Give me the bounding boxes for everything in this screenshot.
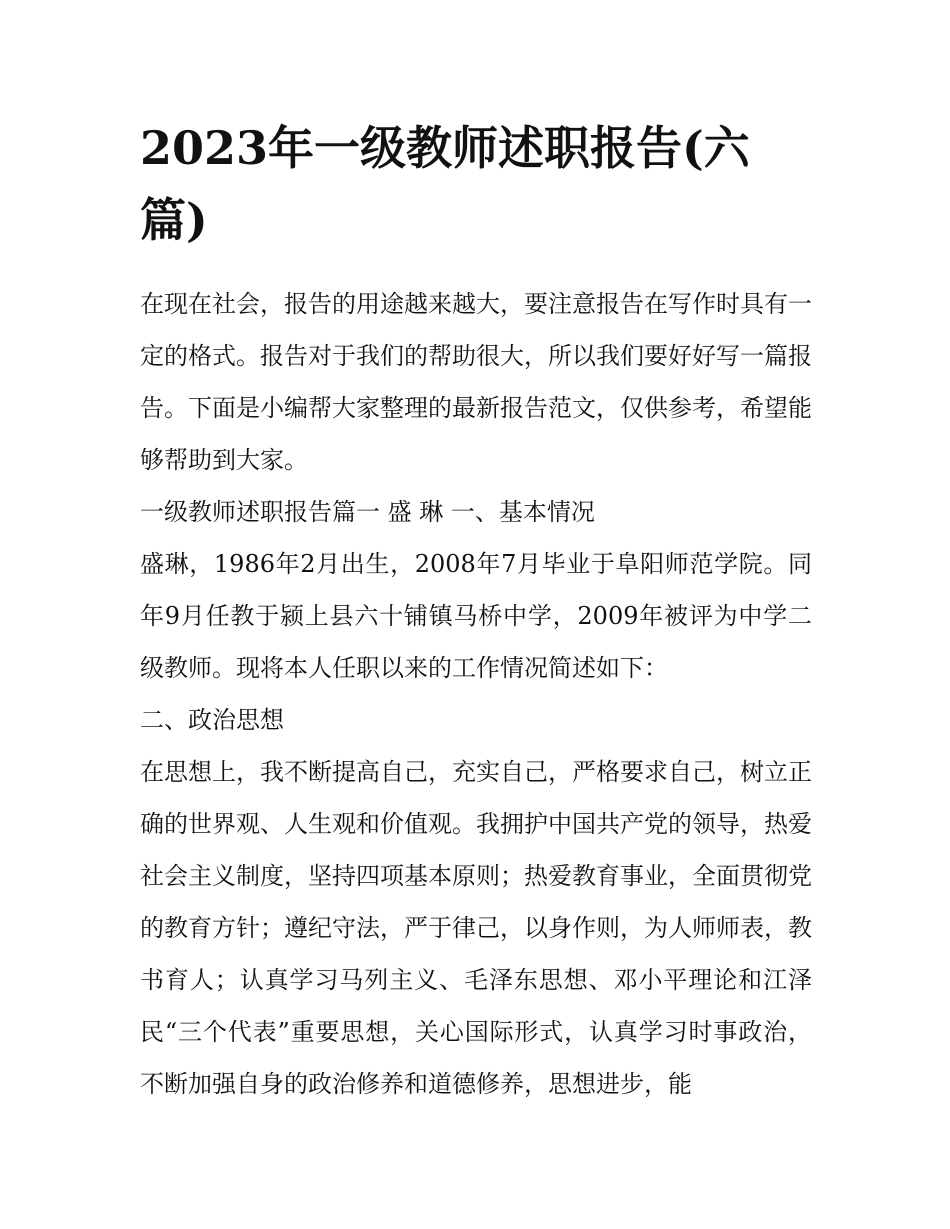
document-body (140, 112, 812, 1110)
political-thought-paragraph: 在思想上，我不断提高自己，充实自己，严格要求自己，树立正确的世界观、人生观和价值观。我拥护中国共产党的领导，热爱社会主义制度，坚持四项基本原则；热爱教育事业，全面贯彻党的教育方针；遵纪守法，严于律己，以身作则，为人师师表，教书育人；认真学习马列主义、毛泽东思想、邓小平理论和江泽民“三个代表”重要思想，关心国际形式，认真学习时事政治，不断加强自身的政治修养和道德修养，思想进步，能 (140, 758, 812, 1098)
basic-info-paragraph: 盛琳，1986年2月出生，2008年7月毕业于阜阳师范学院。同年9月任教于颍上县六十铺镇马桥中学，2009年被评为中学二级教师。现将本人任职以来的工作情况简述如下： (140, 550, 812, 682)
intro-paragraph: 在现在社会，报告的用途越来越大，要注意报告在写作时具有一定的格式。报告对于我们的帮助很大，所以我们要好好写一篇报告。下面是小编帮大家整理的最新报告范文，仅供参考，希望能够帮助到大家。 (140, 290, 812, 474)
section-heading-political-thought: 二、政治思想 (140, 706, 284, 734)
section-heading-basic-info: 一级教师述职报告篇一 盛 琳 一、基本情况 (140, 498, 595, 526)
document-title: 2023年一级教师述职报告(六篇) (140, 121, 750, 247)
